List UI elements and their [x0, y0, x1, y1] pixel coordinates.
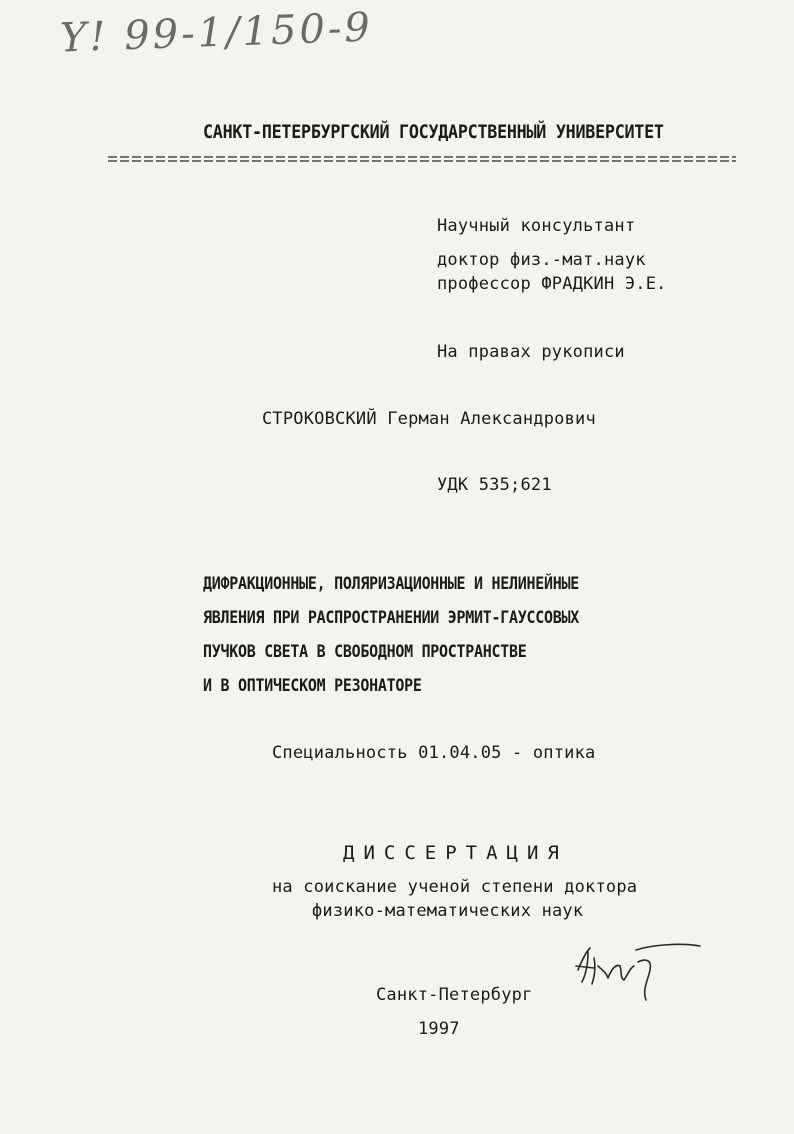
year: 1997 [418, 1019, 460, 1039]
title-line-4: И В ОПТИЧЕСКОМ РЕЗОНАТОРЕ [203, 676, 422, 696]
consultant-degree: доктор физ.-мат.наук [437, 250, 646, 270]
title-line-1: ДИФРАКЦИОННЫЕ, ПОЛЯРИЗАЦИОННЫЕ И НЕЛИНЕЙНЫЕ [203, 574, 579, 594]
degree-line-1: на соискание ученой степени доктора [272, 877, 638, 897]
specialty: Специальность 01.04.05 - оптика [272, 743, 596, 763]
header-divider [108, 155, 736, 163]
work-type: ДИССЕРТАЦИЯ [343, 842, 568, 864]
consultant-name: профессор ФРАДКИН Э.Е. [437, 274, 667, 294]
title-line-3: ПУЧКОВ СВЕТА В СВОБОДНОМ ПРОСТРАНСТВЕ [203, 642, 527, 662]
signature [568, 938, 708, 1008]
title-line-2: ЯВЛЕНИЯ ПРИ РАСПРОСТРАНЕНИИ ЭРМИТ-ГАУССОВЫХ [203, 608, 579, 628]
university-name: САНКТ-ПЕТЕРБУРГСКИЙ ГОСУДАРСТВЕННЫЙ УНИВЕРСИТЕТ [203, 121, 664, 143]
degree-line-2: физико-математических наук [312, 901, 584, 921]
udc-code: УДК 535;621 [437, 475, 552, 495]
city: Санкт-Петербург [376, 985, 533, 1005]
manuscript-note: На правах рукописи [437, 342, 625, 362]
consultant-role: Научный консультант [437, 216, 636, 236]
author-name: СТРОКОВСКИЙ Герман Александрович [262, 409, 596, 429]
archive-mark: Y! 99-1/150-9 [59, 4, 374, 62]
